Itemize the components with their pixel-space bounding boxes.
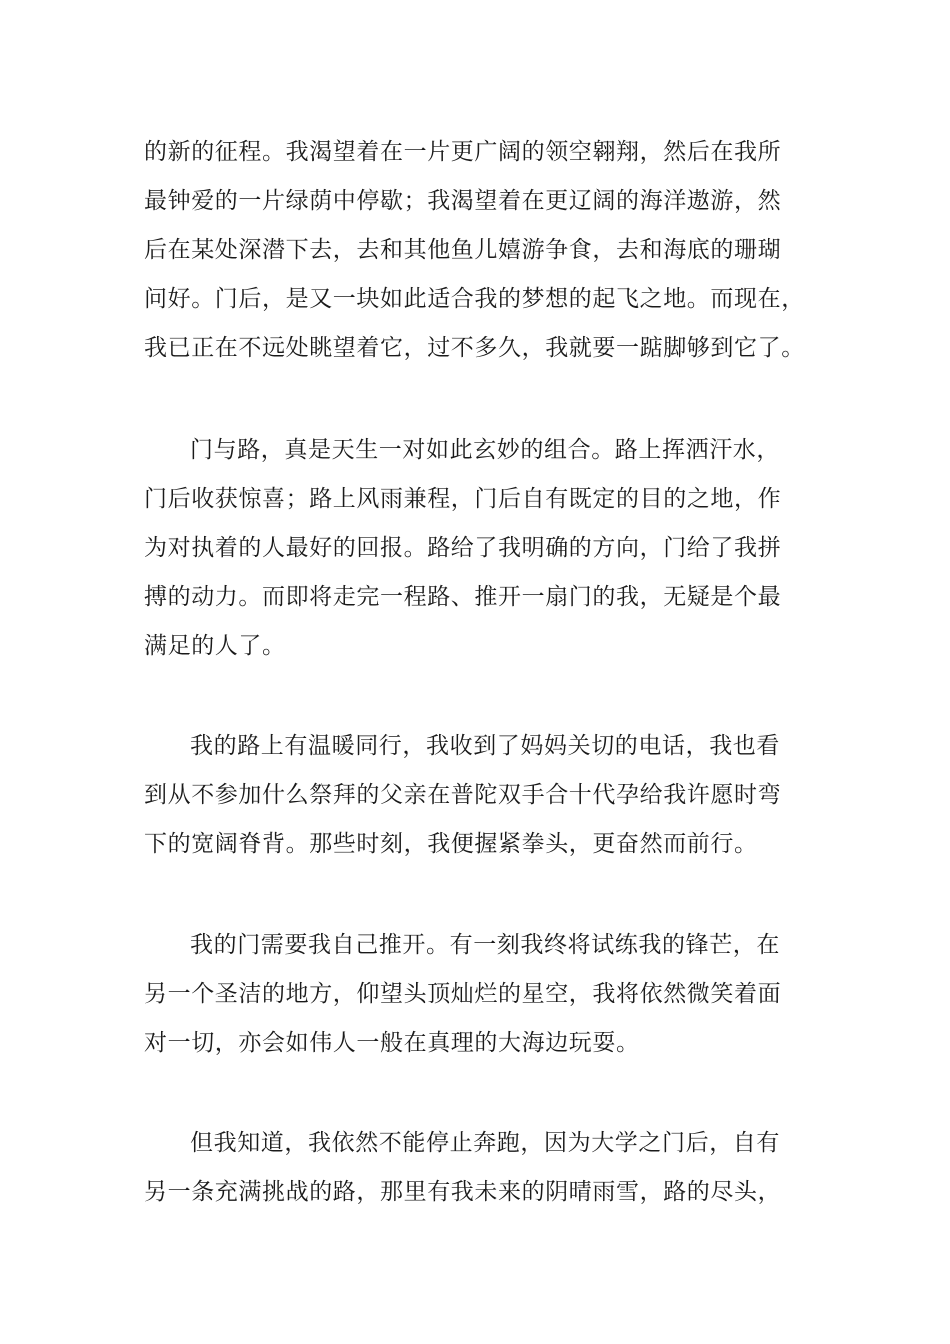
paragraph-1: [144, 128, 824, 373]
paragraph-line: 下的宽阔脊背。那些时刻，我便握紧拳头，更奋然而前行。: [144, 831, 758, 857]
paragraph-5: [144, 1119, 824, 1217]
paragraph-line: 满足的人了。: [144, 633, 286, 659]
paragraph-line: 搏的动力。而即将走完一程路、推开一扇门的我，无疑是个最: [144, 584, 782, 610]
paragraph-4: [144, 921, 824, 1068]
paragraph-line: 问好。门后，是又一块如此适合我的梦想的起飞之地。而现在，: [144, 286, 805, 312]
paragraph-line: 我的路上有温暖同行，我收到了妈妈关切的电话，我也看: [190, 733, 780, 759]
paragraph-line: 为对执着的人最好的回报。路给了我明确的方向，门给了我拼: [144, 535, 782, 561]
paragraph-line: 我的门需要我自己推开。有一刻我终将试练我的锋芒，在: [190, 932, 780, 958]
paragraph-line: 对一切，亦会如伟人一般在真理的大海边玩耍。: [144, 1030, 640, 1056]
paragraph-line: 另一条充满挑战的路，那里有我未来的阴晴雨雪，路的尽头，: [144, 1179, 782, 1205]
paragraph-line: 的新的征程。我渴望着在一片更广阔的领空翱翔，然后在我所: [144, 139, 782, 165]
paragraph-line: 最钟爱的一片绿荫中停歇；我渴望着在更辽阔的海洋遨游，然: [144, 188, 782, 214]
paragraph-line: 另一个圣洁的地方，仰望头顶灿烂的星空，我将依然微笑着面: [144, 981, 782, 1007]
paragraph-line: 但我知道，我依然不能停止奔跑，因为大学之门后，自有: [190, 1130, 780, 1156]
paragraph-line: 门与路，真是天生一对如此玄妙的组合。路上挥洒汗水，: [190, 437, 780, 463]
paragraph-line: 门后收获惊喜；路上风雨兼程，门后自有既定的目的之地，作: [144, 486, 782, 512]
paragraph-3: [144, 722, 824, 869]
paragraph-line: 我已正在不远处眺望着它，过不多久，我就要一踮脚够到它了。: [144, 335, 805, 361]
paragraph-2: [144, 426, 824, 671]
paragraph-line: 后在某处深潜下去，去和其他鱼儿嬉游争食，去和海底的珊瑚: [144, 237, 782, 263]
paragraph-line: 到从不参加什么祭拜的父亲在普陀双手合十代孕给我许愿时弯: [144, 782, 782, 808]
